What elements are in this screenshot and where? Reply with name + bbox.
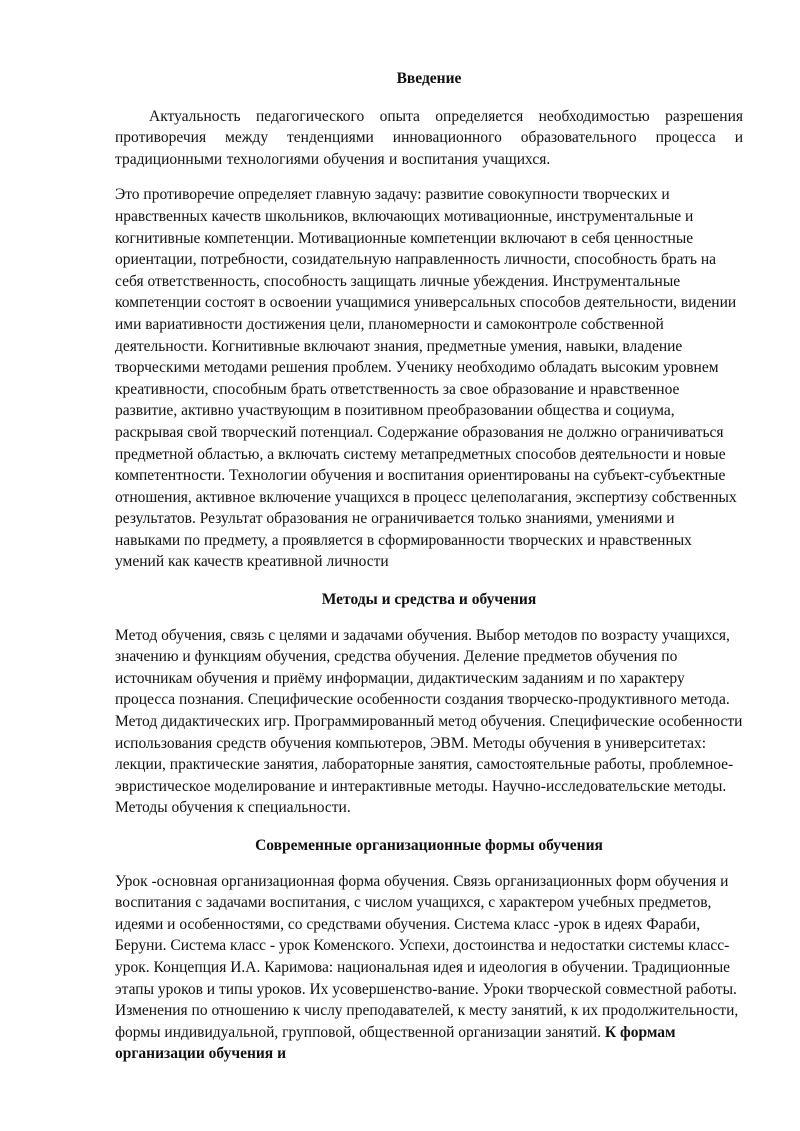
- section-title-intro: Введение: [396, 70, 462, 87]
- methods-paragraph: Метод обучения, связь с целями и задачами обучения. Выбор методов по возрасту учащихся, значению и функциям обучения, средства обучения. Деление предметов обучения по источникам обучения и приёму информации, дидактическим заданиям и по характеру процесса познания. Специфические особенности создания творческо-продуктивного метода. Метод дидактических игр. Программированный метод обучения. Специфические особенности использования средств обучения компьютеров, ЭВМ. Методы обучения в университетах: лекции, практические занятия, лабораторные занятия, самостоятельные работы, проблемное-эвристическое моделирование и интерактивные методы. Научно-исследовательские методы. Методы обучения к специальности.: [115, 626, 743, 817]
- intro-paragraph-1: Актуальность педагогического опыта определяется необходимостью разрешения противоречия между тенденциями инновационного образовательного процесса и традиционными технологиями обучения и воспитания учащихся.: [115, 107, 743, 168]
- intro-paragraph-2: Это противоречие определяет главную задачу: развитие совокупности творческих и нравственных качеств школьников, включающих мотивационные, инструментальные и когнитивные компетенции. Мотивационные компетенции включают в себя ценностные ориентации, потребности, созидательную направленность личности, способность брать на себя ответственность, способность защищать личные убеждения. Инструментальные компетенции состоят в освоении учащимися универсальных способов деятельности, видении ими вариативности достижения цели, планомерности и самоконтроле собственной деятельности. Когнитивные включают знания, предметные умения, навыки, владение творческими методами решения проблем. Ученику необходимо обладать высоким уровнем креативности, способным брать ответственность за свое образование и нравственное развитие, активно участвующим в позитивном преобразовании общества и социума, раскрывая свой творческий потенциал. Содержание образования не должно ограничиваться предметной областью, а включать систему метапредметных способов деятельности и новые компетентности. Технологии обучения и воспитания ориентированы на субъект-субъектные отношения, активное включение учащихся в процесс целеполагания, экспертизу собственных результатов. Результат образования не ограничивается только знаниями, умениями и навыками по предмету, а проявляется в сформированности творческих и нравственных умений как качеств креативной личности: [115, 186, 737, 571]
- section-title-methods: Методы и средства и обучения: [321, 591, 537, 609]
- forms-paragraph-text: Урок -основная организационная форма обучения. Связь организационных форм обучения и воспитания с задачами воспитания, с числом учащихся, с характером учебных предметов, идеями и особенностями, со средствами обучения. Система класс -урок в идеях Фараби, Беруни. Система класс - урок Коменского. Успехи, достоинства и недостатки системы класс-урок. Концепция И.А. Каримова: национальная идея и идеология в обучении. Традиционные этапы уроков и типы уроков. Их усовершенство-вание. Уроки творческой совместной работы. Изменения по отношению к числу преподавателей, к месту занятий, к их продолжительности, формы индивидуальной, групповой, общественной организации занятий.: [115, 872, 739, 1041]
- document-page: [115, 68, 743, 1065]
- forms-paragraph-bold-tail: К формам организации обучения и: [115, 1023, 676, 1063]
- forms-paragraph: [115, 871, 743, 1065]
- section-title-forms: Современные организационные формы обучения: [255, 837, 603, 854]
